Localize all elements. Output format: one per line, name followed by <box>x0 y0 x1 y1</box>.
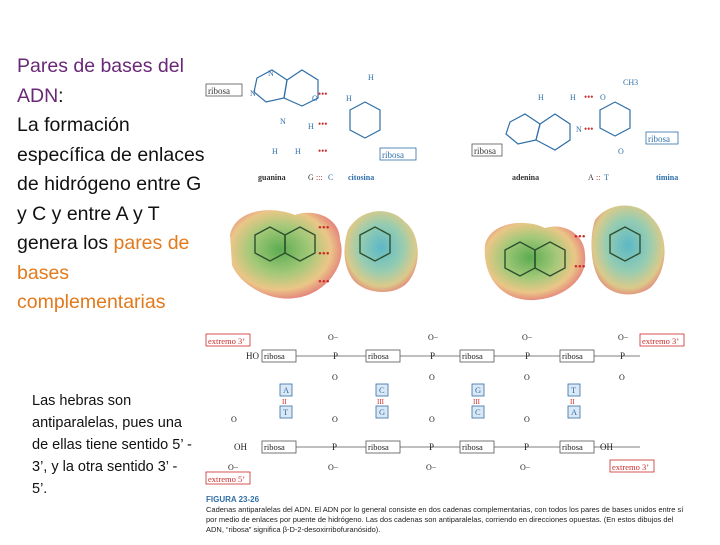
top-p-2: P <box>430 351 436 361</box>
gc-hbond1: ••• <box>318 89 328 99</box>
extremo3-top-label: extremo 3’ <box>208 336 246 346</box>
top-ominus-1: O− <box>328 333 339 342</box>
heading-adn: ADN <box>17 84 59 107</box>
bottom-base-4: A <box>571 407 578 417</box>
bottom-p-1: P <box>332 442 338 452</box>
top-ribosa-3: ribosa <box>462 351 483 361</box>
caption-label: FIGURA 23-26 <box>206 495 260 504</box>
bottom-oh: OH <box>234 442 247 452</box>
top-ho: HO <box>246 351 259 361</box>
top-o-1: O <box>332 373 338 382</box>
figure-svg <box>200 40 720 540</box>
gc-surface-model <box>230 210 418 298</box>
bottom-ribosa-1: ribosa <box>264 442 285 452</box>
at-structure <box>506 102 630 150</box>
gc-h4: H <box>272 147 278 156</box>
at-o1: O <box>600 93 606 102</box>
bottom-ribosa-3: ribosa <box>462 442 483 452</box>
top-o-4: O <box>619 373 625 382</box>
pair-2: III <box>377 398 384 406</box>
at-t-letter: T <box>604 173 609 182</box>
extremo5-label: extremo 5’ <box>208 474 246 484</box>
gc-hbond3: ••• <box>318 146 328 156</box>
gc-model-bond1: ••• <box>318 222 330 234</box>
heading-highlight: pares de bases complementarias <box>17 232 190 313</box>
gc-model-bond2: ••• <box>318 248 330 260</box>
top-ribosa-2: ribosa <box>368 351 389 361</box>
timina-label: timina <box>656 173 679 182</box>
main-heading <box>17 52 207 318</box>
at-model-bond1: ••• <box>574 231 586 243</box>
bottom-ominus-3: O− <box>520 463 531 472</box>
heading-colon: : <box>58 84 64 107</box>
pair-3: III <box>473 398 480 406</box>
top-base-1: A <box>283 385 290 395</box>
bottom-o-0: O <box>231 415 237 424</box>
gc-g-letter: G <box>308 173 314 182</box>
at-h1: H <box>538 93 544 102</box>
at-surface-model <box>485 206 665 301</box>
heading-body: La formación específica de enlaces de hidrógeno entre G y C y entre A y T genera los <box>17 114 205 254</box>
gc-n3: N <box>280 117 286 126</box>
top-base-2: C <box>379 385 385 395</box>
top-ominus-4: O− <box>618 333 629 342</box>
top-o-3: O <box>524 373 530 382</box>
caption-text: Cadenas antiparalelas del ADN. El ADN por lo general consiste en dos cadenas complementarias, con todos los pares de bases unidos entre sí por medio de enlaces por puente de hidrógeno. Las dos cadenas son antiparalelas, corriendo en direcciones opuestas. (En estos dibujos del ADN, “ribosa” significa β-D-2-desoxirribofuranósido). <box>206 505 684 534</box>
bottom-o-1: O <box>332 415 338 424</box>
gc-o1: O <box>312 94 318 103</box>
at-h2: H <box>570 93 576 102</box>
bottom-o-2: O <box>429 415 435 424</box>
gc-h3: H <box>308 122 314 131</box>
top-o-2: O <box>429 373 435 382</box>
top-ribosa-1: ribosa <box>264 351 285 361</box>
figure-area <box>200 40 720 540</box>
bottom-ribosa-4: ribosa <box>562 442 583 452</box>
gc-hbond2: ••• <box>318 119 328 129</box>
gc-n2: N <box>250 89 256 98</box>
gc-ribosa-label: ribosa <box>208 86 230 96</box>
top-ominus-2: O− <box>428 333 439 342</box>
bottom-ominus-0: O− <box>228 463 239 472</box>
gc-c-letter: C <box>328 173 334 182</box>
at-n1: N <box>576 125 582 134</box>
at-a-letter: A <box>588 173 594 182</box>
bottom-ribosa-2: ribosa <box>368 442 389 452</box>
bottom-base-1: T <box>283 407 289 417</box>
at-hbond1: ••• <box>584 92 594 102</box>
citosina-label: citosina <box>348 173 375 182</box>
at-bond-symbol: :: <box>596 173 601 182</box>
adenina-label: adenina <box>512 173 540 182</box>
top-base-4: T <box>571 385 577 395</box>
top-p-1: P <box>333 351 339 361</box>
gc-n1: N <box>268 69 274 78</box>
antiparallel-strands <box>206 333 684 484</box>
gc-h2: H <box>368 73 374 82</box>
extremo3-bottom-label: extremo 3’ <box>612 462 650 472</box>
pair-1: II <box>282 398 287 406</box>
bottom-base-2: G <box>379 407 386 417</box>
gc-model-bond3: ••• <box>318 276 330 288</box>
top-p-4: P <box>620 351 626 361</box>
bottom-o-3: O <box>524 415 530 424</box>
at-hbond2: ••• <box>584 124 594 134</box>
antiparallel-note: Las hebras son antiparalelas, pues una de ellas tiene sentido 5’ - 3’, y la otra sentido 3’ - 5’. <box>32 393 192 497</box>
gc-ribosa-label2: ribosa <box>382 150 404 160</box>
heading-part1: Pares de bases del <box>17 55 184 77</box>
figure-caption <box>206 495 691 535</box>
top-ribosa-4: ribosa <box>562 351 583 361</box>
bottom-oh-right: OH <box>600 442 613 452</box>
at-model-bond2: ••• <box>574 261 586 273</box>
top-p-3: P <box>525 351 531 361</box>
gc-h1: H <box>346 94 352 103</box>
extremo3-right-label: extremo 3’ <box>642 336 680 346</box>
bottom-p-3: P <box>524 442 530 452</box>
gc-structure <box>254 70 380 138</box>
bottom-ominus-2: O− <box>426 463 437 472</box>
at-ribosa-label: ribosa <box>474 146 496 156</box>
guanina-label: guanina <box>258 173 286 182</box>
at-ch3: CH3 <box>623 78 639 87</box>
gc-bond-symbol: ::: <box>316 173 323 182</box>
bottom-base-3: C <box>475 407 481 417</box>
pair-4: II <box>570 398 575 406</box>
bottom-ominus-1: O− <box>328 463 339 472</box>
at-o2: O <box>618 147 624 156</box>
top-ominus-3: O− <box>522 333 533 342</box>
at-ribosa-label2: ribosa <box>648 134 670 144</box>
top-base-3: G <box>475 385 482 395</box>
gc-h5: H <box>295 147 301 156</box>
bottom-p-2: P <box>429 442 435 452</box>
